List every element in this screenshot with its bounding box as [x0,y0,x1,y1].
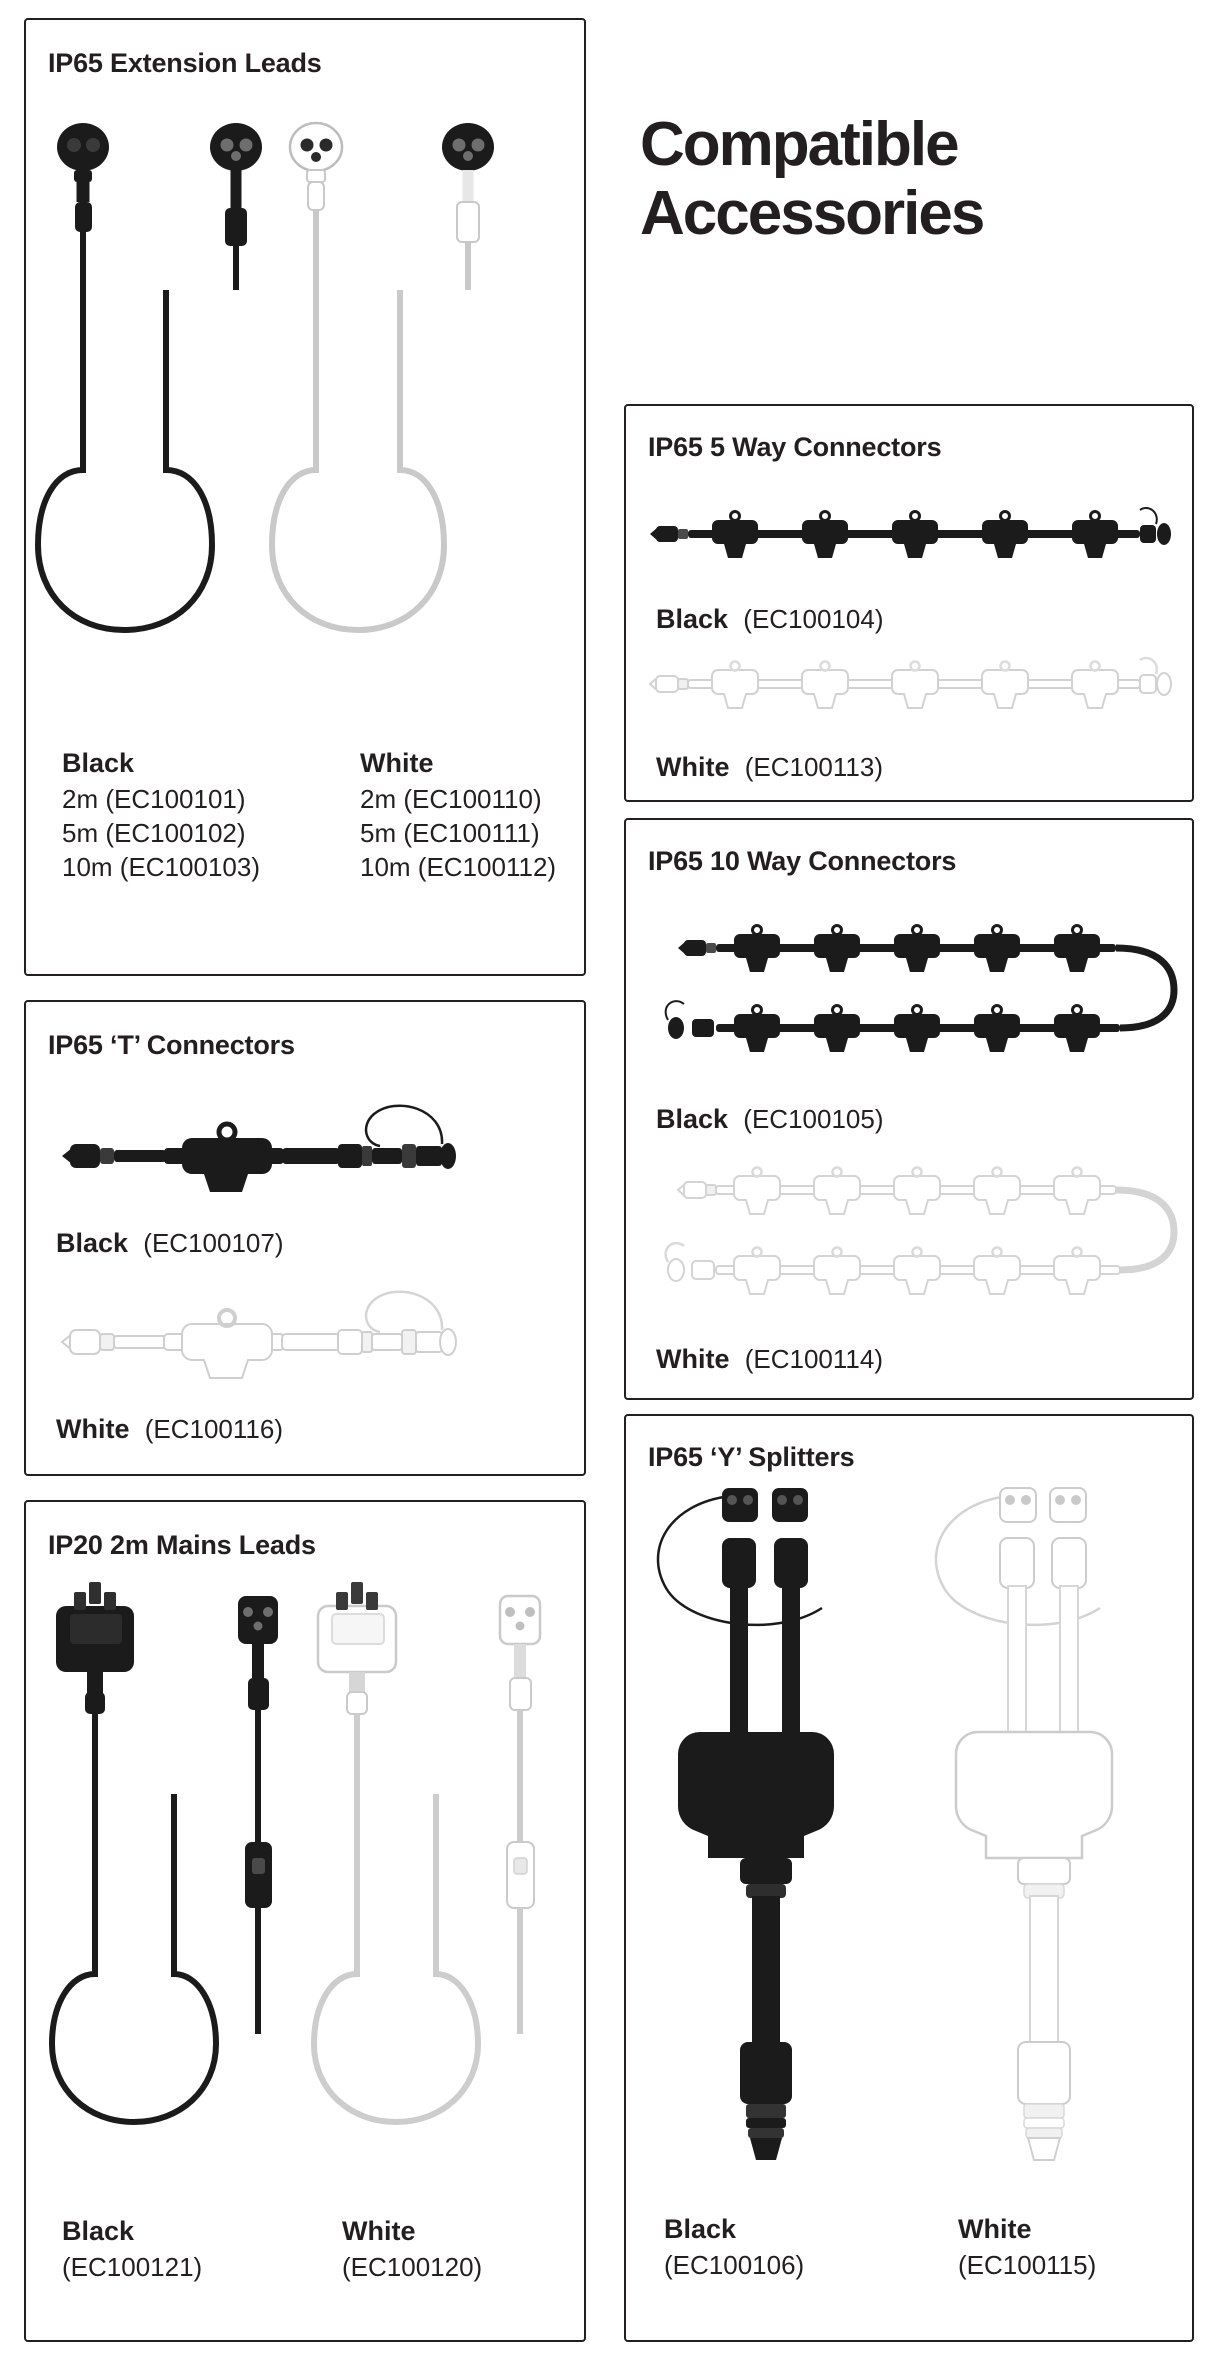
y-splitters-black-label: Black [664,2214,737,2244]
extension-leads-white-item-0: 2m (EC100110) [360,783,542,814]
ten-way-black-illustration [644,908,1180,1078]
t-connector-white-illustration [44,1274,574,1384]
five-way-black-caption [656,602,884,638]
five-way-black-label: Black [656,604,729,634]
extension-leads-white-caption [360,746,556,885]
panel-extension-leads-title: IP65 Extension Leads [48,48,322,78]
five-way-white-illustration [644,648,1180,728]
five-way-white-caption [656,750,883,786]
t-connectors-white-caption [56,1412,283,1448]
t-connectors-white-code: (EC100116) [144,1414,283,1444]
mains-leads-white-code: (EC100120) [342,2251,483,2282]
ten-way-white-label: White [656,1344,730,1374]
extension-leads-white-label: White [360,748,434,778]
five-way-black-illustration [644,498,1180,578]
extension-leads-black-label: Black [62,748,135,778]
ten-way-black-code: (EC100105) [743,1104,884,1134]
five-way-black-code: (EC100104) [743,604,884,634]
ten-way-white-code: (EC100114) [744,1344,883,1374]
ten-way-black-label: Black [656,1104,729,1134]
panel-five-way-connectors [624,404,1194,802]
mains-leads-black-code: (EC100121) [62,2251,203,2282]
page-title-line-1: Compatible [640,110,958,179]
extension-leads-white-item-1: 5m (EC100111) [360,817,540,848]
mains-leads-black-label: Black [62,2216,135,2246]
y-splitters-black-code: (EC100106) [664,2249,805,2280]
t-connector-black-illustration [44,1088,574,1198]
ten-way-white-caption [656,1342,883,1378]
panel-mains-leads-title: IP20 2m Mains Leads [48,1530,316,1560]
panel-y-splitters [624,1414,1194,2342]
extension-leads-illustration [26,90,588,730]
panel-ten-way-title: IP65 10 Way Connectors [648,846,957,876]
extension-leads-black-item-1: 5m (EC100102) [62,817,246,848]
t-connectors-black-code: (EC100107) [143,1228,284,1258]
y-splitters-white-caption [958,2212,1096,2282]
extension-leads-black-item-0: 2m (EC100101) [62,783,246,814]
t-connectors-white-label: White [56,1414,130,1444]
extension-leads-black-item-2: 10m (EC100103) [62,852,260,883]
page-title [640,110,983,249]
mains-leads-white-label: White [342,2216,416,2246]
ten-way-black-caption [656,1102,884,1138]
t-connectors-black-caption [56,1226,284,1262]
mains-leads-black-caption [62,2214,202,2284]
five-way-white-code: (EC100113) [744,752,883,782]
panel-mains-leads [24,1500,586,2342]
y-splitters-white-label: White [958,2214,1032,2244]
y-splitters-black-caption [664,2212,804,2282]
panel-five-way-title: IP65 5 Way Connectors [648,432,942,462]
panel-extension-leads [24,18,586,976]
page-title-line-2: Accessories [640,179,984,249]
panel-ten-way-connectors [624,818,1194,1400]
extension-leads-white-item-2: 10m (EC100112) [360,852,557,883]
panel-y-splitters-title: IP65 ‘Y’ Splitters [648,1442,855,1472]
y-splitters-white-code: (EC100115) [958,2249,1097,2280]
extension-leads-black-caption [62,746,260,885]
panel-t-connectors [24,1000,586,1476]
ten-way-white-illustration [644,1150,1180,1320]
mains-leads-white-caption [342,2214,482,2284]
five-way-white-label: White [656,752,730,782]
mains-leads-illustration [26,1574,588,2194]
panel-t-connectors-title: IP65 ‘T’ Connectors [48,1030,295,1060]
t-connectors-black-label: Black [56,1228,129,1258]
y-splitters-illustration [626,1486,1196,2186]
